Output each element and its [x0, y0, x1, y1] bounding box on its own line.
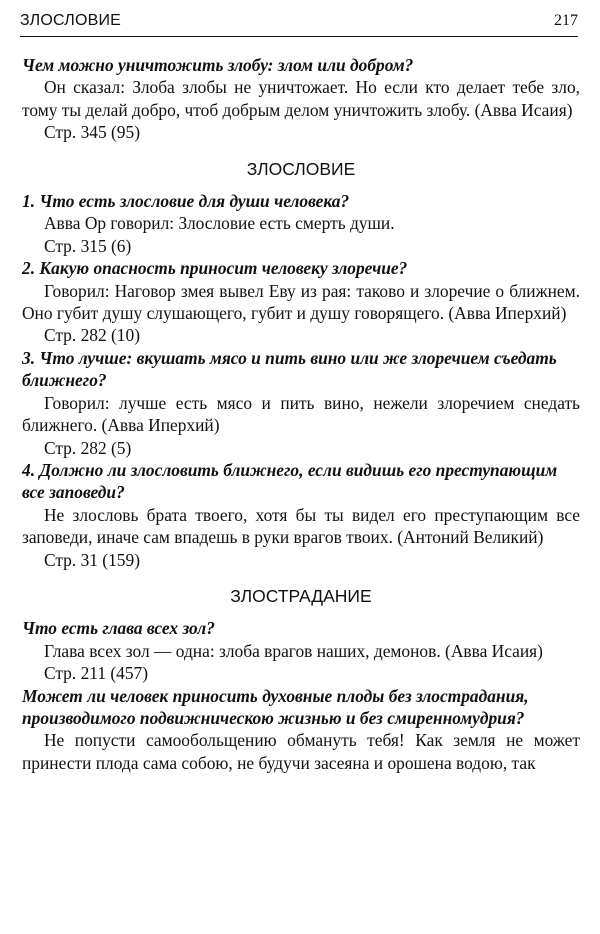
answer: Авва Ор говорил: Злословие есть смерть души. — [44, 213, 395, 234]
reference: Стр. 282 (5) — [44, 437, 132, 458]
question: 2. Какую опасность приносит человеку злоречие? — [22, 258, 408, 279]
answer: Говорил: Наговор змея вывел Еву из рая: таково и злоречие о ближнем. Оно губит душу слушающего, губит и душу говорящего. (Авва Иперхий) — [22, 280, 580, 324]
question: 4. Должно ли злословить ближнего, если видишь его преступающим все заповеди? — [22, 459, 558, 503]
answer: Не злословь брата твоего, хотя бы ты видел его преступающим все заповеди, иначе сам впадешь в руки врагов твоих. (Антоний Великий) — [22, 504, 580, 548]
question: 1. Что есть злословие для души человека? — [22, 191, 350, 212]
question: Что есть глава всех зол? — [22, 618, 215, 639]
reference: Стр. 211 (457) — [44, 663, 149, 684]
running-title: ЗЛОСЛОВИЕ — [20, 12, 122, 29]
answer: Он сказал: Злоба злобы не уничтожает. Но если кто делает тебе зло, тому ты делай добро, чтоб добрым делом уничтожить злобу. (Авва Исаия) — [22, 77, 580, 120]
reference: Стр. 282 (10) — [44, 325, 140, 346]
question: Чем можно уничтожить злобу: злом или добром? — [22, 55, 414, 75]
question: Может ли человек приносить духовные плоды без злострадания, производимого подвижническою жизнью и без смиренномудрия? — [22, 685, 529, 728]
answer: Не попусти самообольщению обмануть тебя! Как земля не может принести плода сама собою, не будучи засеяна и орошена водою, так — [22, 730, 580, 773]
section-heading: ЗЛОСЛОВИЕ — [246, 158, 356, 179]
page-body — [22, 54, 580, 774]
reference: Стр. 315 (6) — [44, 235, 132, 256]
page-number: 217 — [554, 12, 578, 29]
section-heading: ЗЛОСТРАДАНИЕ — [230, 585, 372, 606]
answer: Глава всех зол — одна: злоба врагов наших, демонов. (Авва Исаия) — [44, 640, 543, 661]
question: 3. Что лучше: вкушать мясо и пить вино или же злоречием съедать ближнего? — [22, 347, 557, 391]
reference: Стр. 31 (159) — [44, 549, 140, 570]
running-header — [20, 10, 578, 37]
answer: Говорил: лучше есть мясо и пить вино, нежели злоречием снедать ближнего. (Авва Иперхий) — [22, 392, 580, 436]
reference: Стр. 345 (95) — [44, 122, 140, 143]
